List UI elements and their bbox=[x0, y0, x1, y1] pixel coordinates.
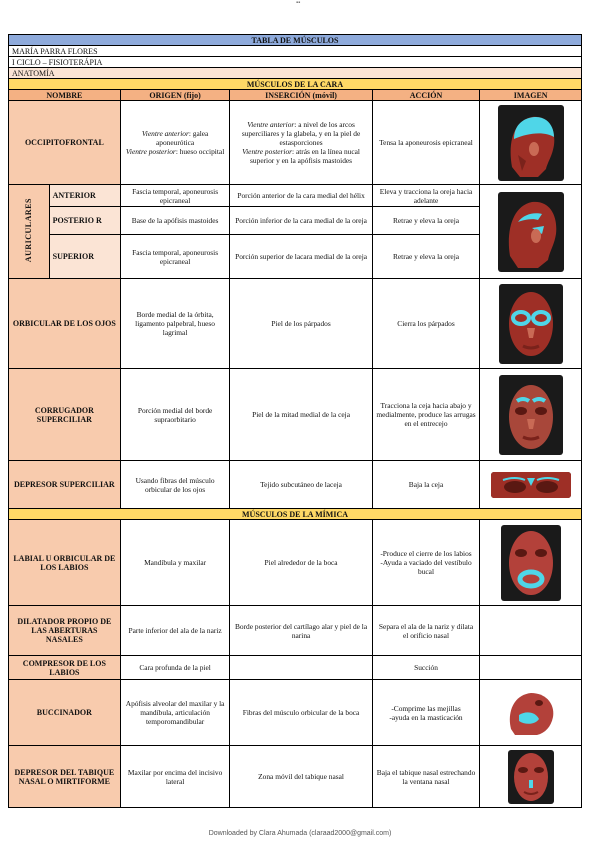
table-row bbox=[9, 509, 582, 520]
table-row bbox=[9, 461, 582, 509]
insercion-cell: Piel alrededor de la boca bbox=[230, 520, 372, 606]
table-row bbox=[9, 656, 582, 680]
insercion-cell: Piel de la mitad medial de la ceja bbox=[230, 369, 372, 461]
muscle-name: POSTERIO R bbox=[49, 207, 120, 235]
accion-cell: Baja la ceja bbox=[372, 461, 480, 509]
table-row bbox=[9, 520, 582, 606]
origen-cell: Cara profunda de la piel bbox=[120, 656, 230, 680]
accion-cell: Succión bbox=[372, 656, 480, 680]
table-row bbox=[9, 185, 582, 207]
image-cell bbox=[480, 101, 582, 185]
col-accion: ACCIÓN bbox=[372, 90, 480, 101]
table-title: TABLA DE MÚSCULOS bbox=[8, 34, 582, 45]
accion-cell: Retrae y eleva la oreja bbox=[372, 207, 480, 235]
student-name: MARÍA PARRA FLORES bbox=[8, 45, 582, 56]
download-footer: Downloaded by Clara Ahumada (claraad2000@gmail.com) bbox=[208, 830, 392, 837]
insercion-cell: Vientre anterior: a nivel de los arcos superciliares y la glabela, y en la piel de estasporciones Vientre posterior: atrás en la línea nucal superior y en la apófisis mastoides bbox=[230, 101, 372, 185]
table-row bbox=[9, 279, 582, 369]
origen-cell: Vientre anterior: galea aponeurótica Vientre posterior: hueso occipital bbox=[120, 101, 230, 185]
insercion-cell: Borde posterior del cartílago alar y piel de la narina bbox=[230, 606, 372, 656]
origen-cell: Porción medial del borde supraorbitario bbox=[120, 369, 230, 461]
insercion-cell: Porción inferior de la cara medial de la oreja bbox=[230, 207, 372, 235]
table-row bbox=[9, 746, 582, 808]
origen-cell: Mandíbula y maxilar bbox=[120, 520, 230, 606]
auriculares-group-label: AURICULARES bbox=[9, 185, 50, 279]
subject-name: ANATOMÍA bbox=[8, 67, 582, 78]
image-cell bbox=[480, 279, 582, 369]
section-mimica: MÚSCULOS DE LA MÍMICA bbox=[9, 509, 582, 520]
muscle-name: LABIAL U ORBICULAR DE LOS LABIOS bbox=[9, 520, 121, 606]
table-row bbox=[9, 101, 582, 185]
course-name: I CICLO – FISIOTERÁPIA bbox=[8, 56, 582, 67]
eyes-strip-muscle-illustration-icon bbox=[491, 472, 571, 498]
muscle-name: DEPRESOR SUPERCILIAR bbox=[9, 461, 121, 509]
accion-cell: -Produce el cierre de los labios -Ayuda a vaciado del vestíbulo bucal bbox=[372, 520, 480, 606]
section-cara: MÚSCULOS DE LA CARA bbox=[8, 78, 582, 89]
muscle-name: ANTERIOR bbox=[49, 185, 120, 207]
face-front-brow-muscle-illustration-icon bbox=[499, 375, 563, 455]
muscle-table-sheet bbox=[8, 34, 582, 808]
insercion-cell: Fibras del músculo orbicular de la boca bbox=[230, 680, 372, 746]
muscle-name: DILATADOR PROPIO DE LAS ABERTURAS NASALES bbox=[9, 606, 121, 656]
muscle-table bbox=[8, 89, 582, 808]
muscle-name: COMPRESOR DE LOS LABIOS bbox=[9, 656, 121, 680]
origen-cell: Maxilar por encima del incisivo lateral bbox=[120, 746, 230, 808]
muscle-name: BUCCINADOR bbox=[9, 680, 121, 746]
face-front-nose-muscle-illustration-icon bbox=[508, 750, 554, 804]
col-insercion: INSERCIÓN (móvil) bbox=[230, 90, 372, 101]
accion-cell: Cierra los párpados bbox=[372, 279, 480, 369]
origen-cell: Fascia temporal, aponeurosis epicraneal bbox=[120, 185, 230, 207]
insercion-cell: Piel de los párpados bbox=[230, 279, 372, 369]
muscle-name: OCCIPITOFRONTAL bbox=[9, 101, 121, 185]
origen-cell: Apófisis alveolar del maxilar y la mandíbula, articulación temporomandibular bbox=[120, 680, 230, 746]
insercion-cell: Porción superior de lacara medial de la oreja bbox=[230, 235, 372, 279]
image-cell bbox=[480, 185, 582, 279]
insercion-cell: Zona móvil del tabique nasal bbox=[230, 746, 372, 808]
table-row bbox=[9, 680, 582, 746]
head-side-ear-muscle-illustration-icon bbox=[498, 192, 564, 272]
table-header-row bbox=[9, 90, 582, 101]
col-origen: ORIGEN (fijo) bbox=[120, 90, 230, 101]
col-imagen: IMAGEN bbox=[480, 90, 582, 101]
image-cell bbox=[480, 656, 582, 680]
image-cell bbox=[480, 520, 582, 606]
face-front-mouth-muscle-illustration-icon bbox=[501, 525, 561, 601]
origen-cell: Fascia temporal, aponeurosis epicraneal bbox=[120, 235, 230, 279]
image-cell bbox=[480, 746, 582, 808]
face-side-cheek-muscle-illustration-icon bbox=[501, 689, 561, 737]
page-mark: ▪▪ bbox=[296, 0, 301, 6]
muscle-name: DEPRESOR DEL TABIQUE NASAL O MIRTIFORME bbox=[9, 746, 121, 808]
accion-cell: Retrae y eleva la oreja bbox=[372, 235, 480, 279]
origen-cell: Base de la apófisis mastoides bbox=[120, 207, 230, 235]
face-front-eye-muscle-illustration-icon bbox=[499, 284, 563, 364]
table-row bbox=[9, 369, 582, 461]
muscle-name: SUPERIOR bbox=[49, 235, 120, 279]
accion-cell: -Comprime las mejillas -ayuda en la masticación bbox=[372, 680, 480, 746]
origen-cell: Parte inferior del ala de la nariz bbox=[120, 606, 230, 656]
muscle-name: ORBICULAR DE LOS OJOS bbox=[9, 279, 121, 369]
accion-cell: Tracciona la ceja hacia abajo y medialmente, produce las arrugas en el entrecejo bbox=[372, 369, 480, 461]
origen-cell: Usando fibras del músculo orbicular de los ojos bbox=[120, 461, 230, 509]
image-cell bbox=[480, 680, 582, 746]
accion-cell: Baja el tabique nasal estrechando la ventana nasal bbox=[372, 746, 480, 808]
table-row bbox=[9, 606, 582, 656]
image-cell bbox=[480, 461, 582, 509]
origen-cell: Borde medial de la órbita, ligamento palpebral, hueso lagrimal bbox=[120, 279, 230, 369]
insercion-cell: Porción anterior de la cara medial del hélix bbox=[230, 185, 372, 207]
image-cell bbox=[480, 369, 582, 461]
muscle-name: CORRUGADOR SUPERCILIAR bbox=[9, 369, 121, 461]
insercion-cell: Tejido subcutáneo de laceja bbox=[230, 461, 372, 509]
col-nombre: NOMBRE bbox=[9, 90, 121, 101]
head-side-muscle-illustration-icon bbox=[498, 105, 564, 181]
image-cell bbox=[480, 606, 582, 656]
insercion-cell bbox=[230, 656, 372, 680]
accion-cell: Tensa la aponeurosis epicraneal bbox=[372, 101, 480, 185]
accion-cell: Eleva y tracciona la oreja hacia adelante bbox=[372, 185, 480, 207]
accion-cell: Separa el ala de la nariz y dilata el orificio nasal bbox=[372, 606, 480, 656]
